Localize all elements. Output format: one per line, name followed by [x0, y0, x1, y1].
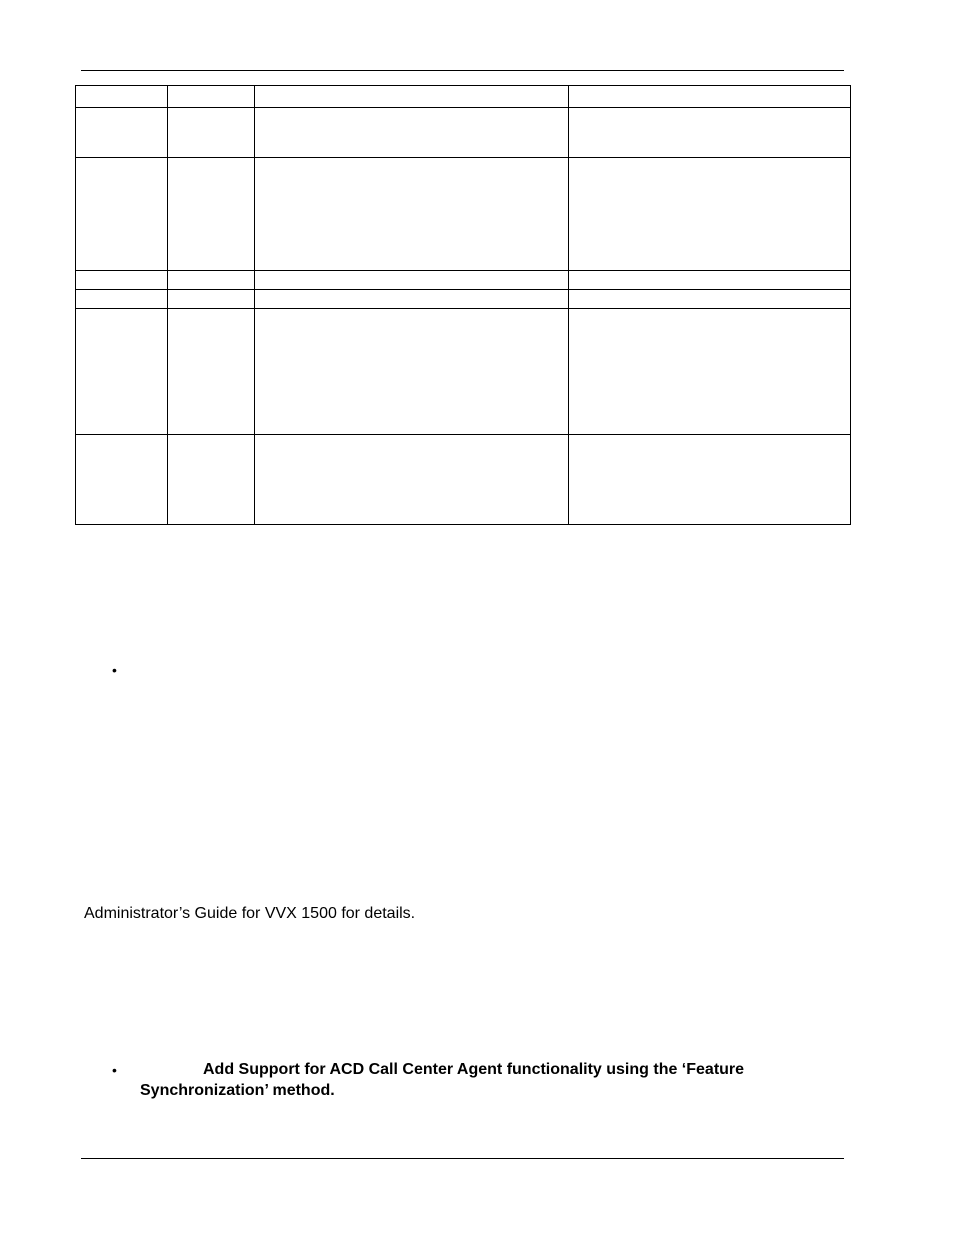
bullet-icon: • [112, 1062, 117, 1078]
table-row [76, 86, 851, 108]
table-cell [569, 158, 851, 271]
table-cell [76, 435, 168, 525]
table-row [76, 435, 851, 525]
acd-feature-text: Add Support for ACD Call Center Agent functionality using the ‘Feature Synchronization’ method. [140, 1061, 745, 1099]
table-cell [255, 309, 569, 435]
table-cell [255, 158, 569, 271]
table-cell [168, 108, 255, 158]
table-cell [255, 271, 569, 290]
table-row [76, 290, 851, 309]
table-cell [569, 309, 851, 435]
table-cell [76, 290, 168, 309]
table-cell [168, 86, 255, 108]
table-cell [76, 158, 168, 271]
table-row [76, 271, 851, 290]
table-cell [168, 271, 255, 290]
table-cell [569, 86, 851, 108]
header-rule [81, 70, 844, 71]
bullet-icon: • [112, 662, 117, 678]
table-cell [76, 309, 168, 435]
table-cell [255, 108, 569, 158]
table-cell [255, 86, 569, 108]
spec-table [75, 85, 851, 525]
table-row [76, 108, 851, 158]
acd-feature-item [140, 1059, 850, 1101]
table-cell [255, 290, 569, 309]
table-cell [569, 271, 851, 290]
table-cell [569, 290, 851, 309]
table-cell [76, 86, 168, 108]
table-cell [168, 158, 255, 271]
table-cell [76, 271, 168, 290]
table-cell [569, 108, 851, 158]
table-cell [569, 435, 851, 525]
footer-rule [81, 1158, 844, 1159]
table-cell [76, 108, 168, 158]
table-row [76, 158, 851, 271]
table-cell [255, 435, 569, 525]
table-cell [168, 435, 255, 525]
table-cell [168, 290, 255, 309]
table-cell [168, 309, 255, 435]
table-row [76, 309, 851, 435]
admin-guide-paragraph: Administrator’s Guide for VVX 1500 for details. [84, 905, 416, 922]
